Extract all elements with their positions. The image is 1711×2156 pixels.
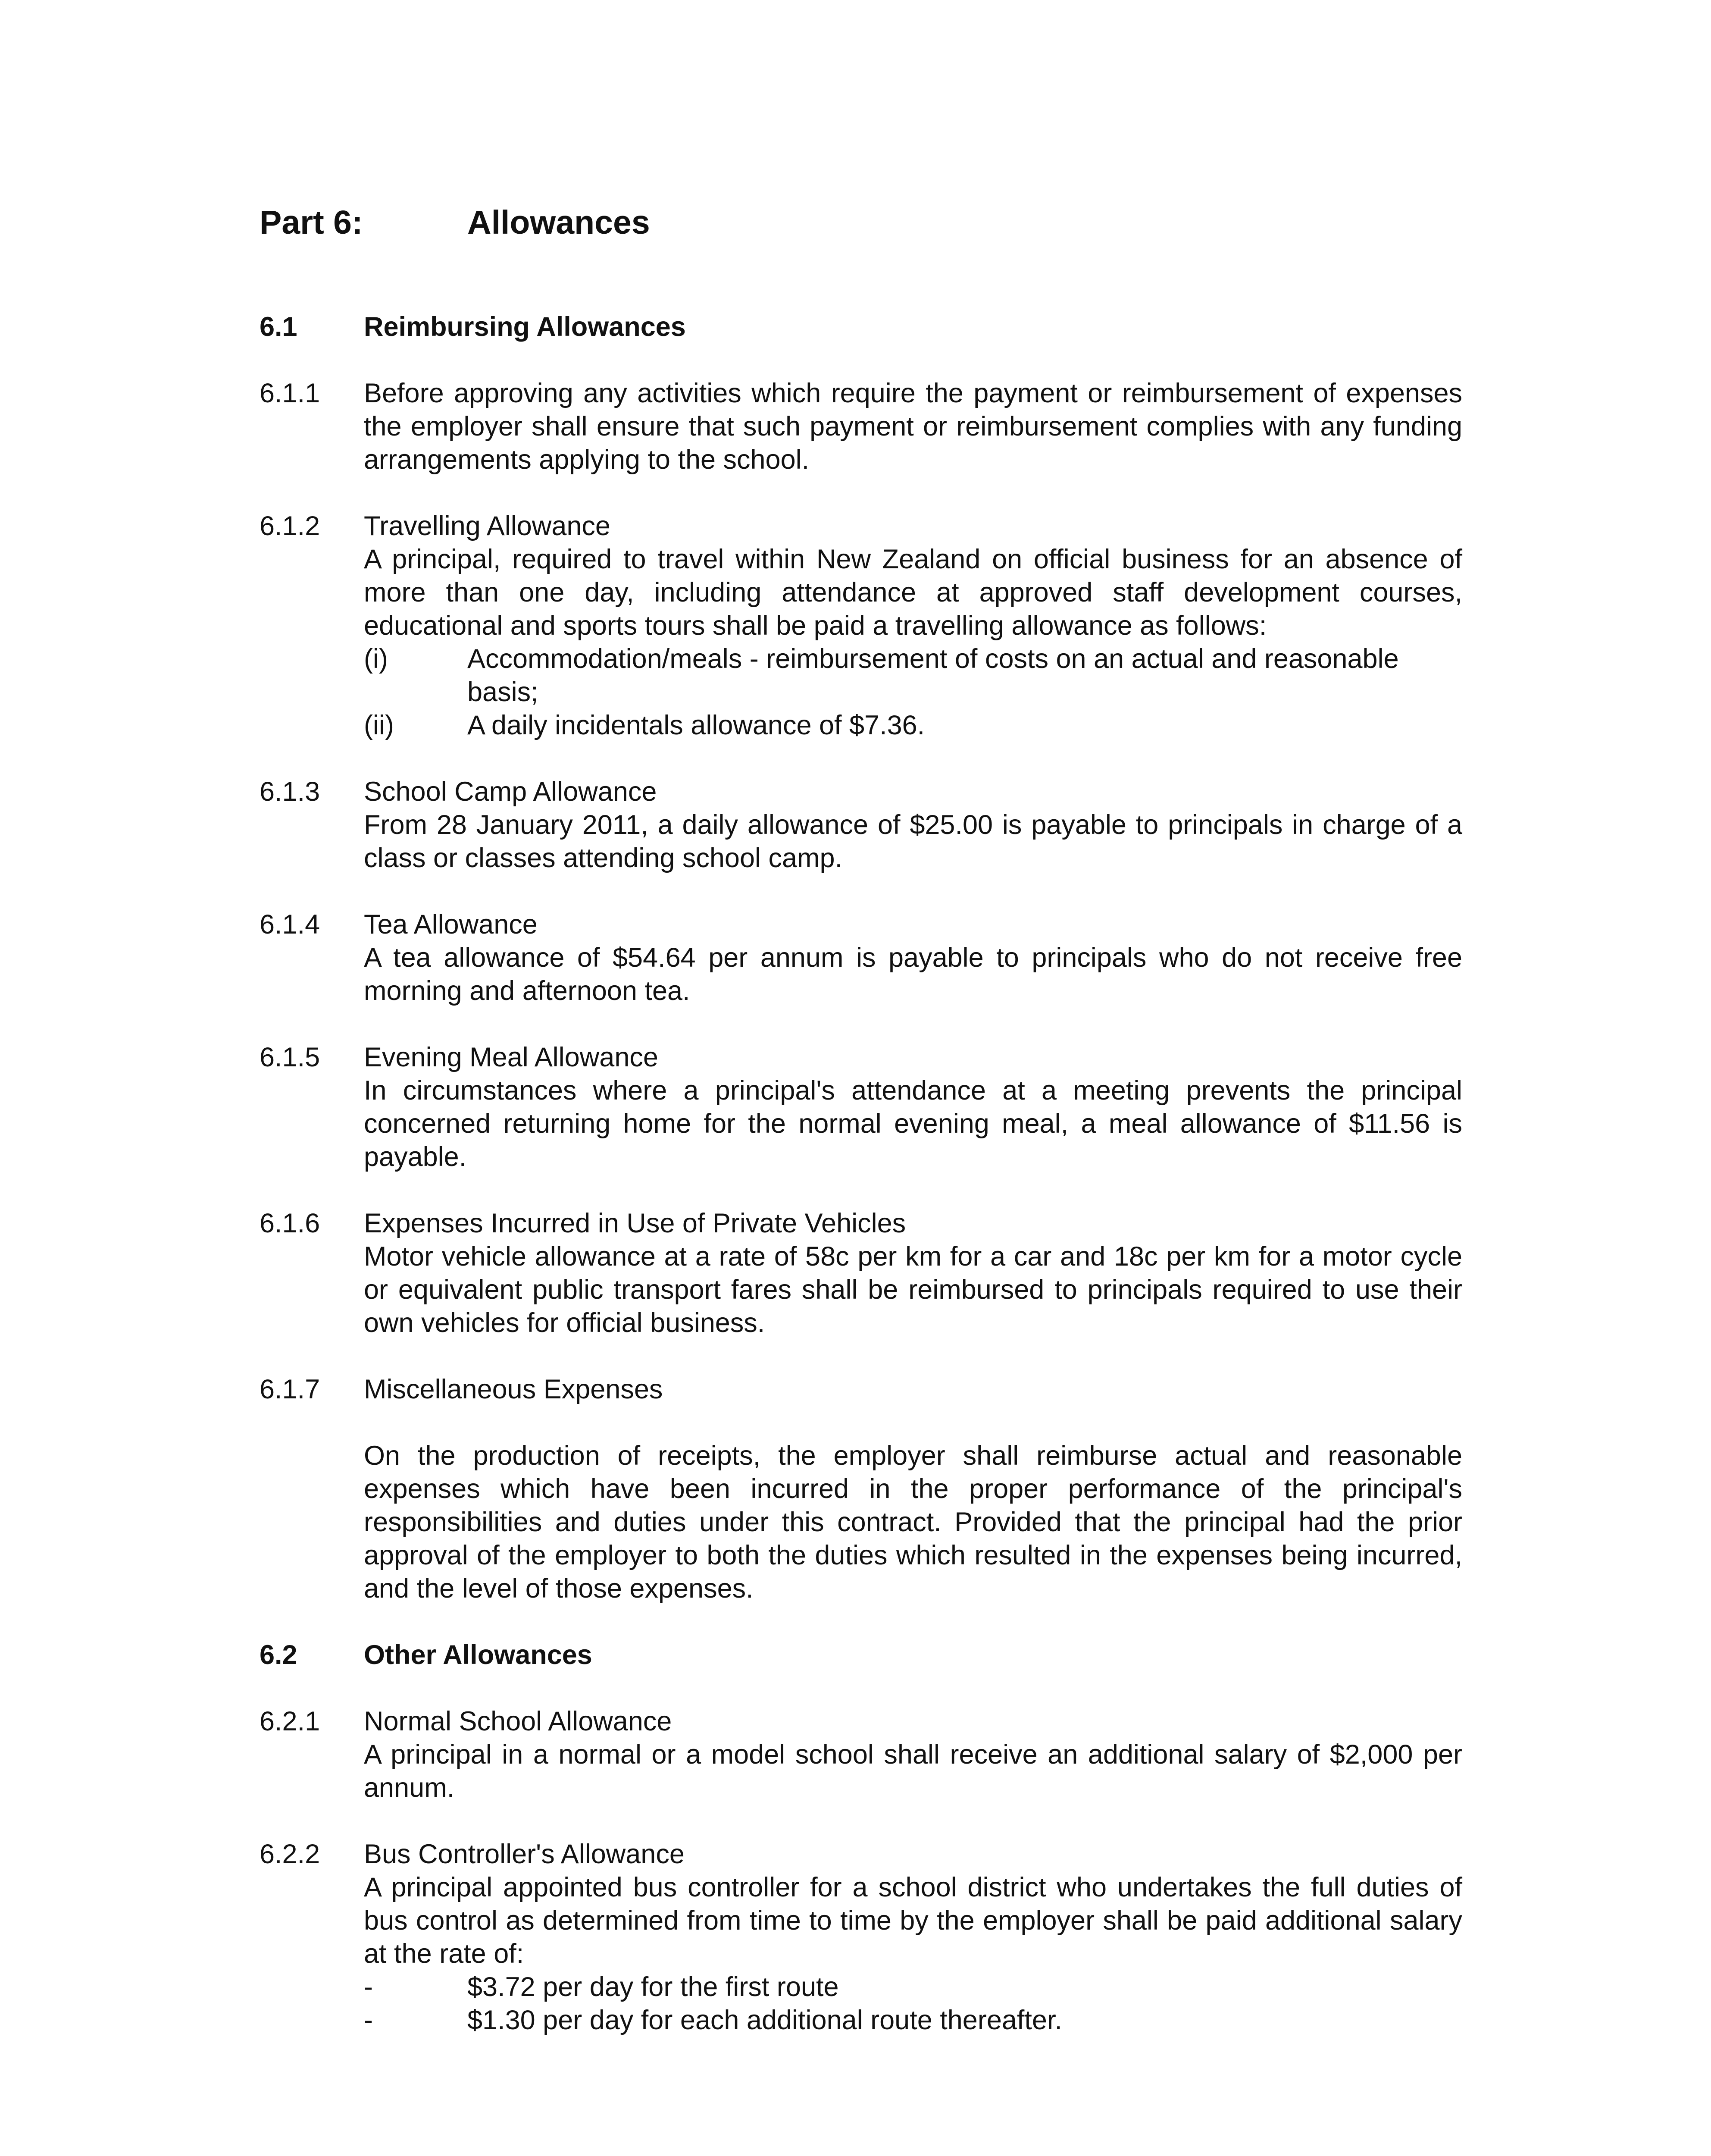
clause-text: From 28 January 2011, a daily allowance of $25.00 is payable to principals in charge of a class or classes attending school camp. <box>364 810 1462 873</box>
part-title <box>260 203 650 242</box>
clause-text: A principal in a normal or a model school shall receive an additional salary of $2,000 per annum. <box>364 1739 1462 1803</box>
clause-text: On the production of receipts, the employer shall reimburse actual and reasonable expenses which have been incurred in the proper performance of the principal's responsibilities and duties under this contract. Provided that the principal had the prior approval of the employer to both the duties which resulted in the expenses being incurred, and the level of those expenses. <box>364 1441 1462 1604</box>
clause-text: In circumstances where a principal's attendance at a meeting prevents the principal concerned returning home for the normal evening meal, a meal allowance of $11.56 is payable. <box>364 1075 1462 1172</box>
clause-number: 6.1.3 <box>260 777 320 807</box>
clause-text: A principal, required to travel within New Zealand on official business for an absence of more than one day, including attendance at approved staff development courses, educational and sports tours shall be paid a travelling allowance as follows: <box>364 544 1462 641</box>
section-number: 6.1 <box>260 312 297 342</box>
clause-6-1-1 <box>260 377 1462 476</box>
clause-number: 6.1.7 <box>260 1374 320 1404</box>
clause-title: Bus Controller's Allowance <box>364 1839 685 1869</box>
list-item <box>364 1971 1462 2004</box>
clause-number: 6.1.2 <box>260 511 320 541</box>
section-title: Reimbursing Allowances <box>364 312 686 342</box>
clause-title: Tea Allowance <box>364 909 538 940</box>
list-item <box>364 642 1462 709</box>
clause-title: School Camp Allowance <box>364 777 657 807</box>
section-title: Other Allowances <box>364 1640 592 1670</box>
part-name: Allowances <box>467 204 650 241</box>
list-text: A daily incidentals allowance of $7.36. <box>467 710 925 740</box>
clause-title: Expenses Incurred in Use of Private Vehicles <box>364 1208 906 1238</box>
clause-6-1-5 <box>260 1041 1462 1174</box>
clause-title: Evening Meal Allowance <box>364 1042 658 1072</box>
clause-title: Miscellaneous Expenses <box>364 1374 663 1404</box>
clause-text: A principal appointed bus controller for a school district who undertakes the full duties of bus control as determined from time to time by the employer shall be paid additional salary at the rate of: <box>364 1872 1462 1969</box>
list-text: Accommodation/meals - reimbursement of costs on an actual and reasonable basis; <box>467 644 1399 707</box>
clause-6-1-3 <box>260 775 1462 875</box>
document-body <box>260 310 1462 2070</box>
clause-6-1-2 <box>260 510 1462 742</box>
clause-text: A tea allowance of $54.64 per annum is payable to principals who do not receive free morning and afternoon tea. <box>364 943 1462 1006</box>
clause-number: 6.1.4 <box>260 909 320 940</box>
list-item <box>364 2004 1462 2037</box>
clause-text: Before approving any activities which require the payment or reimbursement of expenses the employer shall ensure that such payment or reimbursement complies with any funding arrangements applying to the school. <box>364 378 1462 475</box>
list-item <box>364 709 1462 742</box>
clause-title: Normal School Allowance <box>364 1706 672 1736</box>
part-number: Part 6: <box>260 204 363 241</box>
clause-number: 6.1.6 <box>260 1208 320 1238</box>
section-number: 6.2 <box>260 1640 297 1670</box>
section-heading-6-2 <box>260 1639 1462 1672</box>
clause-title: Travelling Allowance <box>364 511 610 541</box>
clause-text: Motor vehicle allowance at a rate of 58c per km for a car and 18c per km for a motor cycle or equivalent public transport fares shall be reimbursed to principals required to use their own vehicles for official business. <box>364 1241 1462 1338</box>
clause-number: 6.2.1 <box>260 1706 320 1736</box>
clause-number: 6.2.2 <box>260 1839 320 1869</box>
clause-6-1-4 <box>260 908 1462 1008</box>
clause-number: 6.1.5 <box>260 1042 320 1072</box>
list-text: $1.30 per day for each additional route thereafter. <box>467 2005 1062 2035</box>
list-marker: (ii) <box>364 710 394 740</box>
clause-6-2-2 <box>260 1838 1462 2037</box>
list-marker: - <box>364 2005 373 2035</box>
clause-6-2-1 <box>260 1705 1462 1805</box>
clause-number: 6.1.1 <box>260 378 320 408</box>
list-text: $3.72 per day for the first route <box>467 1972 839 2002</box>
clause-6-1-6 <box>260 1207 1462 1340</box>
list-marker: (i) <box>364 644 388 674</box>
clause-6-1-7 <box>260 1373 1462 1605</box>
section-heading-6-1 <box>260 310 1462 344</box>
list-marker: - <box>364 1972 373 2002</box>
